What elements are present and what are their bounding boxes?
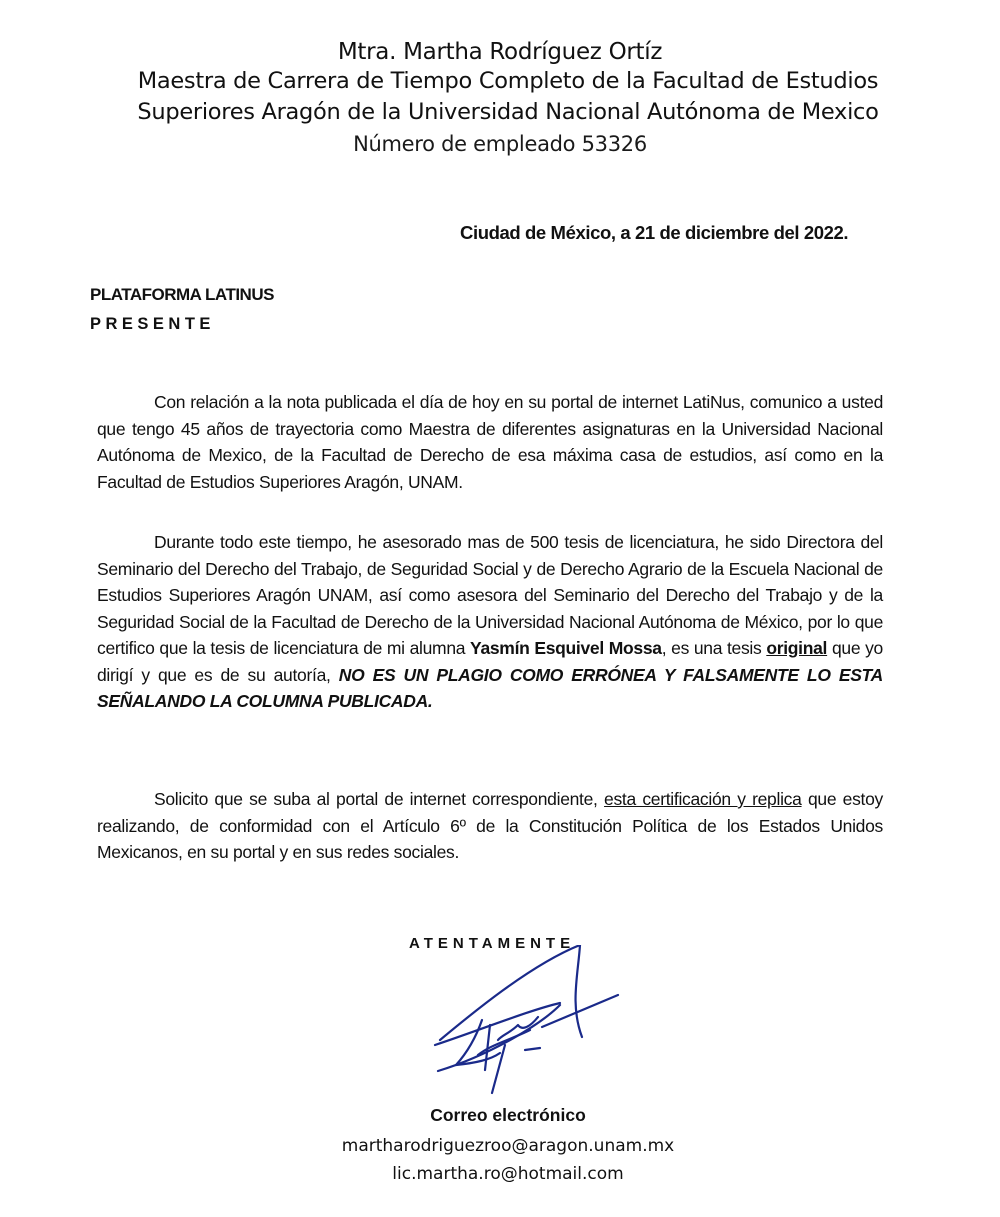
paragraph-2-text-b: , es una tesis [661, 638, 767, 658]
email-label: Correo electrónico [430, 1105, 586, 1125]
letterhead-role-line-1: Maestra de Carrera de Tiempo Completo de la Facultad de Estudios [137, 68, 879, 94]
emphasis-original: original [766, 638, 828, 658]
underlined-request: esta certificación y replica [604, 789, 802, 809]
paragraph-3-text: Solicito que se suba al portal de internet correspondiente, [154, 789, 605, 809]
letterhead-role-line-2: Superiores Aragón de la Universidad Nacional Autónoma de Mexico [137, 99, 879, 125]
email-address-secondary: lic.martha.ro@hotmail.com [392, 1164, 624, 1184]
paragraph-3-text-b: que estoy realizando, de conformidad con el Artículo 6º de la Constitución Política de los Estados Unidos Mexicanos, en su portal y en sus redes sociales. [97, 789, 883, 862]
student-name: Yasmín Esquivel Mossa [470, 638, 662, 658]
email-address-primary: martharodriguezroo@aragon.unam.mx [341, 1136, 675, 1156]
handwritten-signature [430, 945, 650, 1095]
denial-statement: NO ES UN PLAGIO COMO ERRÓNEA Y FALSAMENTE LO ESTA SEÑALANDO LA COLUMNA PUBLICADA. [97, 664, 883, 711]
salutation: PRESENTE [90, 315, 215, 333]
paragraph-2 [97, 529, 883, 715]
paragraph-2-text-c: que yo dirigí y que es de su autoría, [97, 638, 883, 685]
employee-number: Número de empleado 53326 [353, 132, 647, 156]
paragraph-3 [97, 786, 883, 866]
paragraph-2-text: Durante todo este tiempo, he asesorado mas de 500 tesis de licenciatura, he sido Directora del Seminario del Derecho del Trabajo, de Seguridad Social y de Derecho Agrario de la Escuela Nacional de Estudios Superiores Aragón UNAM, así como asesora del Seminario del Derecho del Trabajo y de la Seguridad Social de la Facultad de Derecho de la Universidad Nacional Autónoma de México, por lo que certifico que la tesis de licenciatura de mi alumna [97, 532, 883, 658]
closing-word: ATENTAMENTE [409, 935, 576, 952]
paragraph-1 [97, 389, 883, 495]
addressee-name: PLATAFORMA LATINUS [90, 285, 274, 304]
date-line: Ciudad de México, a 21 de diciembre del 2022. [460, 222, 849, 243]
letterhead-name: Mtra. Martha Rodríguez Ortíz [337, 39, 663, 65]
paragraph-1-text: Con relación a la nota publicada el día de hoy en su portal de internet LatiNus, comunico a usted que tengo 45 años de trayectoria como Maestra de diferentes asignaturas en la Universidad Nacional Autónoma de Mexico, de la Facultad de Derecho de esa máxima casa de estudios, así como en la Facultad de Estudios Superiores Aragón, UNAM. [97, 392, 883, 492]
